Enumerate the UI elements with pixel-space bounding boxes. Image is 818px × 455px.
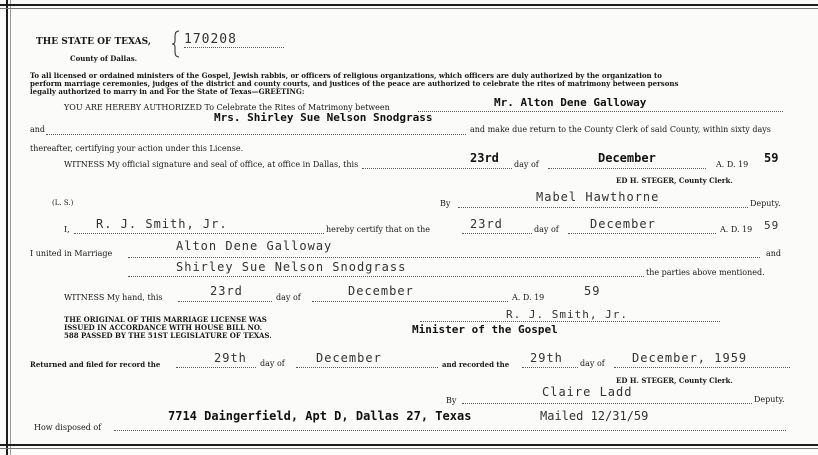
officiant-name-line: [74, 233, 324, 234]
license-number: 170208: [184, 32, 237, 47]
clerk-witness-year: 59: [764, 151, 779, 165]
officiant-witness-text: WITNESS My hand, this: [64, 293, 163, 302]
brace-icon: [172, 30, 180, 58]
recorded-day-line: [522, 367, 578, 368]
officiant-day: 23rd: [470, 217, 503, 231]
disposed-label: How disposed of: [34, 423, 102, 432]
return-text: and make due return to the County Clerk of said County, within sixty days: [470, 125, 771, 134]
officiant-witness-month: December: [348, 284, 414, 298]
filed-day-line: [176, 367, 256, 368]
top-border: [0, 4, 818, 6]
officiant-witness-day-of: day of: [276, 293, 301, 302]
and-label: and: [30, 125, 46, 134]
officiant-witness-day: 23rd: [210, 284, 243, 298]
officiant-witness-ad: A. D. 19: [512, 293, 545, 302]
groom-name: Mr. Alton Dene Galloway: [494, 96, 647, 109]
party-and-label: and: [766, 249, 782, 258]
clerk-witness-day: 23rd: [470, 151, 499, 165]
officiant-month-line: [568, 233, 716, 234]
party2-name: Shirley Sue Nelson Snodgrass: [176, 260, 407, 274]
thereafter-text: thereafter, certifying your action under this License.: [30, 144, 244, 153]
recorded-day-of: day of: [580, 359, 605, 368]
filed-month: December: [316, 351, 382, 365]
clerk-day-line: [362, 168, 512, 169]
parties-mentioned: the parties above mentioned.: [646, 268, 765, 277]
filing-by-label: By: [446, 396, 457, 405]
preamble-line-1: To all licensed or ordained ministers of the Gospel, Jewish rabbis, or officers of religious organizations, which officers are duly authorized by the organization to: [30, 71, 662, 80]
license-number-line: [184, 47, 284, 48]
preamble-line-3: legally authorized to marry in and For the State of Texas—GREETING:: [30, 87, 305, 96]
officiant-witness-year: 59: [584, 284, 601, 298]
state-heading: THE STATE OF TEXAS,: [36, 37, 151, 47]
party1-line: [128, 257, 760, 258]
seal-label: (L. S.): [52, 199, 74, 207]
filing-deputy-signature: Claire Ladd: [542, 385, 633, 399]
bottom-border: [0, 444, 818, 446]
bride-line: [46, 134, 466, 135]
clerk-ad: A. D. 19: [716, 160, 749, 169]
clerk-name: ED H. STEGER, County Clerk.: [616, 176, 733, 185]
clerk-deputy-label: Deputy.: [750, 199, 781, 208]
recorded-date-line: [614, 367, 790, 368]
clerk-witness-text: WITNESS My official signature and seal of office, at office in Dallas, this: [64, 160, 359, 169]
disposed-line: [114, 430, 786, 431]
filed-day-of: day of: [260, 359, 285, 368]
officiant-month: December: [590, 217, 656, 231]
officiant-hereby: hereby certify that on the: [326, 225, 430, 234]
party1-name: Alton Dene Galloway: [176, 239, 333, 253]
legal-note-line-2: ISSUED IN ACCORDANCE WITH HOUSE BILL NO.: [64, 323, 263, 332]
bride-name: Mrs. Shirley Sue Nelson Snodgrass: [214, 111, 433, 124]
legal-note-line-3: 588 PASSED BY THE 51ST LEGISLATURE OF TEXAS.: [64, 331, 272, 340]
officiant-year: 59: [764, 219, 780, 232]
county-heading: County of Dallas.: [70, 54, 138, 63]
disposition-address: 7714 Daingerfield, Apt D, Dallas 27, Texas: [168, 409, 472, 423]
party2-line: [128, 276, 644, 277]
officiant-title: Minister of the Gospel: [412, 323, 558, 336]
filed-month-line: [296, 367, 438, 368]
groom-line: [418, 111, 783, 112]
filing-clerk-name: ED H. STEGER, County Clerk.: [616, 376, 733, 385]
recorded-day: 29th: [530, 351, 563, 365]
officiant-name: R. J. Smith, Jr.: [96, 217, 228, 231]
officiant-signature-line: [420, 321, 720, 322]
deputy-clerk-signature: Mabel Hawthorne: [536, 190, 660, 204]
officiant-witness-month-line: [312, 301, 508, 302]
filing-deputy-line: [462, 403, 752, 404]
preamble-line-2: perform marriage ceremonies, judges of the district and county courts, and justices of the peace are authorized to celebrate the rites of matrimony between persons: [30, 79, 679, 88]
page-edge-inner: [10, 0, 11, 455]
officiant-day-of: day of: [534, 225, 559, 234]
clerk-month-line: [548, 168, 706, 169]
officiant-witness-day-line: [178, 301, 272, 302]
officiant-signature: R. J. Smith, Jr.: [506, 308, 628, 321]
authorization-lead: YOU ARE HEREBY AUTHORIZED To Celebrate the Rites of Matrimony between: [64, 103, 390, 112]
recorded-date: December, 1959: [632, 351, 748, 365]
clerk-by-label: By: [440, 199, 451, 208]
united-label: I united in Marriage: [30, 249, 113, 258]
officiant-day-line: [462, 233, 532, 234]
returned-text: Returned and filed for record the: [30, 360, 161, 369]
mailed-note: Mailed 12/31/59: [540, 409, 649, 423]
page-edge: [6, 0, 8, 455]
filing-deputy-label: Deputy.: [754, 395, 785, 404]
deputy-clerk-line: [458, 207, 748, 208]
clerk-witness-month: December: [598, 151, 656, 165]
filed-day: 29th: [214, 351, 247, 365]
top-border-thin: [0, 8, 818, 9]
legal-note-line-1: THE ORIGINAL OF THIS MARRIAGE LICENSE WAS: [64, 315, 267, 324]
recorded-text: and recorded the: [442, 360, 510, 369]
officiant-ad: A. D. 19: [720, 225, 753, 234]
officiant-i: I,: [64, 225, 70, 234]
bottom-border-thin: [0, 448, 818, 449]
clerk-day-of: day of: [514, 160, 539, 169]
